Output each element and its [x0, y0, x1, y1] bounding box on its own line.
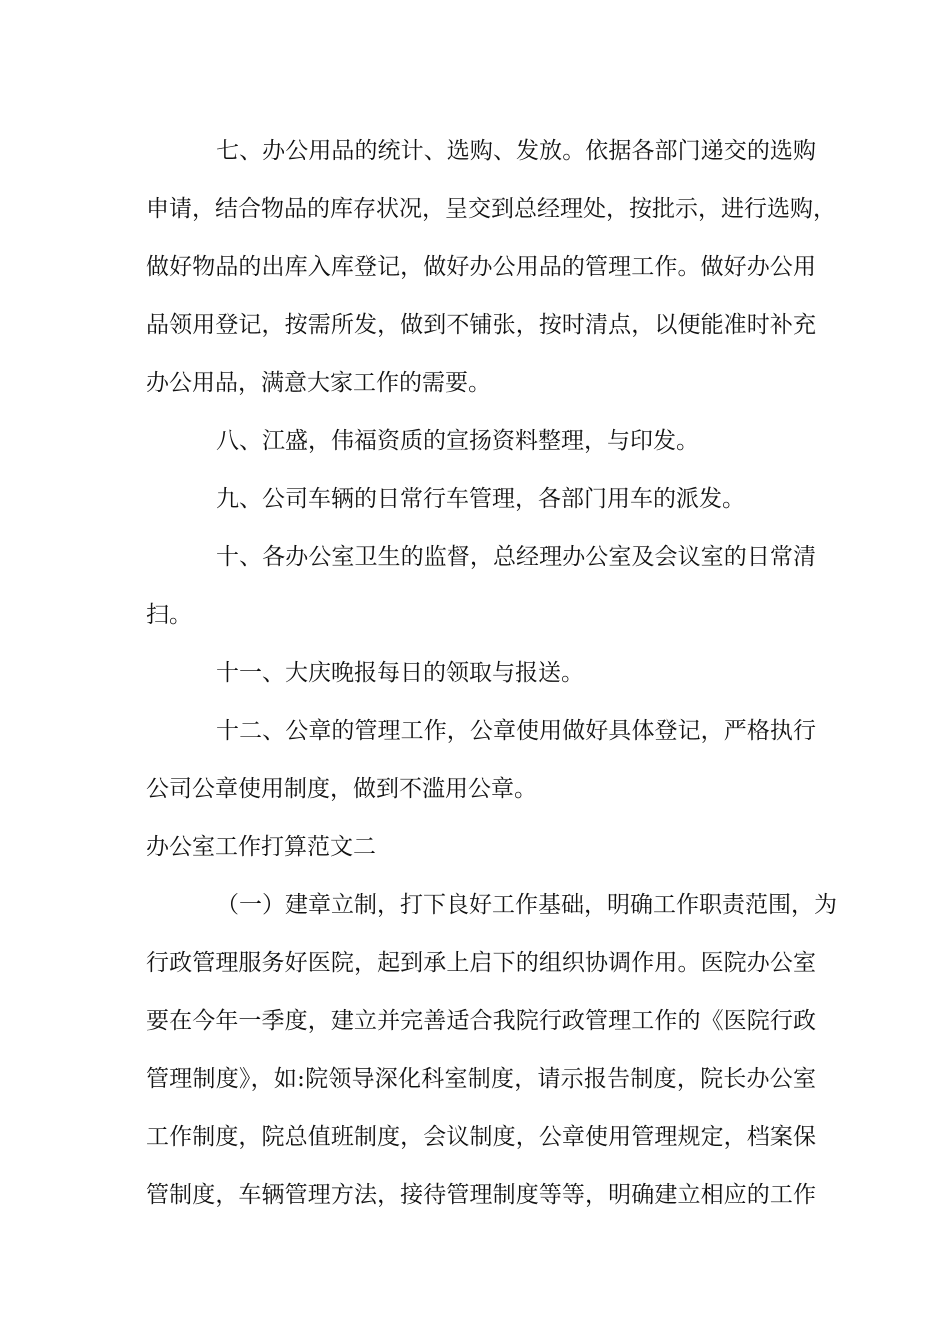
paragraph-line: 做好物品的出库入库登记，做好办公用品的管理工作。做好办公用 — [146, 254, 816, 280]
paragraph-line: 管制度，车辆管理方法，接待管理制度等等，明确建立相应的工作 — [146, 1182, 816, 1208]
paragraph-line: 十一、大庆晚报每日的领取与报送。 — [216, 660, 584, 686]
paragraph-line: 九、公司车辆的日常行车管理，各部门用车的派发。 — [216, 486, 745, 512]
section-heading: 办公室工作打算范文二 — [146, 834, 376, 860]
paragraph-line: 十二、公章的管理工作，公章使用做好具体登记，严格执行 — [216, 718, 816, 744]
paragraph-line: 行政管理服务好医院，起到承上启下的组织协调作用。医院办公室 — [146, 950, 816, 976]
paragraph-line: 公司公章使用制度，做到不滥用公章。 — [146, 776, 537, 802]
paragraph-line: 扫。 — [146, 602, 192, 628]
paragraph-line: 申请，结合物品的库存状况，呈交到总经理处，按批示，进行选购， — [146, 196, 836, 222]
paragraph-line: 工作制度，院总值班制度，会议制度，公章使用管理规定，档案保 — [146, 1124, 816, 1150]
paragraph-line: （一）建章立制，打下良好工作基础，明确工作职责范围，为 — [216, 892, 837, 918]
paragraph-line: 办公用品，满意大家工作的需要。 — [146, 370, 491, 396]
paragraph-line: 八、江盛，伟福资质的宣扬资料整理，与印发。 — [216, 428, 699, 454]
paragraph-line: 管理制度》，如:院领导深化科室制度，请示报告制度，院长办公室 — [146, 1066, 816, 1092]
paragraph-line: 要在今年一季度，建立并完善适合我院行政管理工作的《医院行政 — [146, 1008, 816, 1034]
paragraph-line: 七、办公用品的统计、选购、发放。依据各部门递交的选购 — [216, 138, 816, 164]
paragraph-line: 十、各办公室卫生的监督，总经理办公室及会议室的日常清 — [216, 544, 816, 570]
paragraph-line: 品领用登记，按需所发，做到不铺张，按时清点，以便能准时补充 — [146, 312, 816, 338]
